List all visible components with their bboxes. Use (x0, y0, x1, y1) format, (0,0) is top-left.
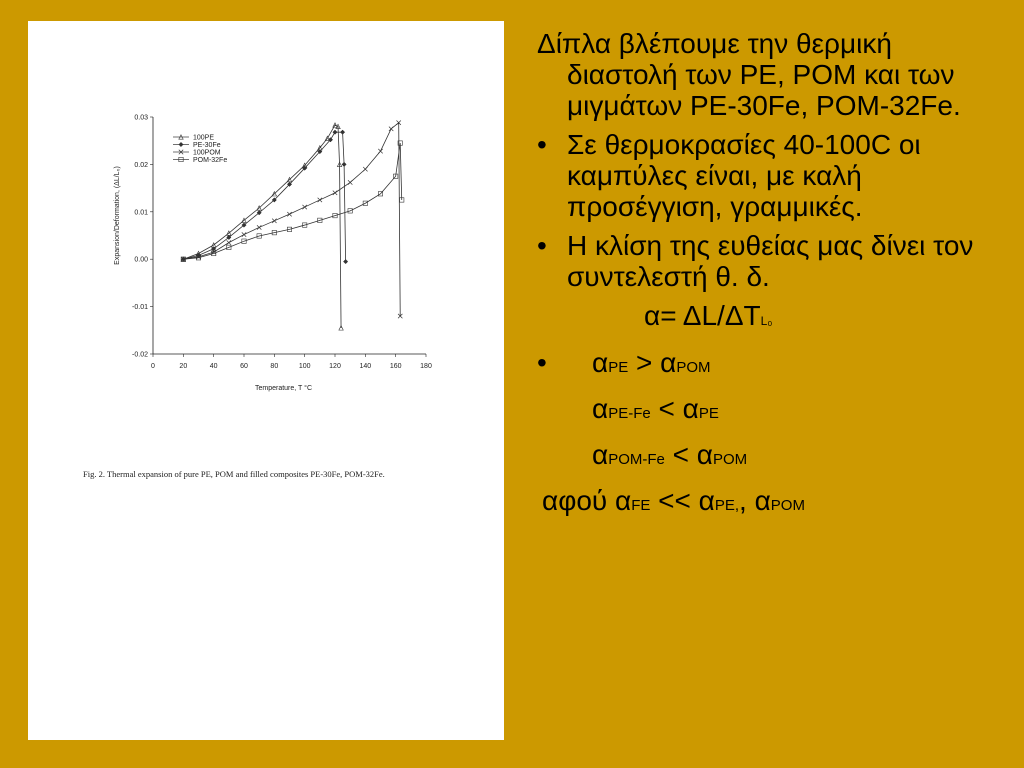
conclusion-sub-pom: POM (770, 497, 805, 514)
comparison-b-sub: POM (712, 451, 748, 468)
comparison-a: α (592, 439, 609, 470)
legend-label: POM-32Fe (193, 157, 228, 164)
comparison-pe-pom (537, 347, 977, 383)
conclusion-sep: , α (739, 485, 771, 516)
formula-subscript: L₀ (760, 314, 773, 328)
y-tick-label: 0.03 (134, 114, 148, 122)
data-point-100pom (257, 225, 261, 229)
data-point-100pom (242, 232, 246, 236)
x-tick-label: 40 (209, 363, 218, 370)
y-tick-label: 0.02 (134, 161, 148, 169)
x-tick-label: 160 (389, 363, 402, 370)
comparison-b: α (696, 439, 713, 470)
data-point-100pom (378, 149, 382, 153)
comparison-a-sub: PE (608, 359, 629, 376)
figure-panel (28, 21, 504, 740)
data-point-100pom (318, 198, 322, 202)
comparison-b: α (660, 347, 677, 378)
intro-paragraph: Δίπλα βλέπουμε την θερμική διαστολή των PE, POM και των μιγμάτων PE-30Fe, POM-32Fe. (537, 28, 961, 121)
data-point-pe-30fe (333, 130, 337, 134)
comparison-a: α (592, 393, 609, 424)
conclusion-prefix: αφού α (542, 485, 632, 516)
x-axis-title: Temperature, T °C (254, 385, 313, 392)
formula-main: α= ΔL/ΔT (644, 300, 761, 331)
formula-line (537, 300, 977, 337)
x-tick-label: 120 (329, 363, 341, 370)
y-tick-label: 0.01 (134, 209, 148, 217)
comparison-b-sub: POM (676, 359, 711, 376)
conclusion-line (537, 485, 977, 521)
data-point-100pom (302, 205, 306, 209)
data-point-pe-30fe (343, 259, 347, 263)
comparison-a-sub: POM-Fe (608, 451, 665, 468)
data-point-100pom (389, 127, 393, 131)
comparison-op: > (628, 347, 661, 378)
conclusion-sub-pe: PE, (714, 497, 740, 514)
legend-label: 100POM (193, 149, 221, 157)
comparison-a: α (592, 347, 609, 378)
x-tick-label: 80 (270, 363, 279, 370)
x-tick-label: 0 (151, 363, 155, 370)
y-tick-label: -0.02 (132, 351, 148, 359)
x-tick-label: 140 (359, 363, 372, 370)
y-tick-label: 0.00 (134, 256, 148, 264)
slide-text-column (537, 28, 977, 531)
conclusion-op: << α (650, 485, 715, 516)
comparison-a-sub: PE-Fe (608, 405, 651, 422)
conclusion-sub-fe: FE (631, 497, 651, 514)
bullet-marker: • (537, 129, 547, 160)
data-point-100pom (363, 167, 367, 171)
x-tick-label: 180 (420, 363, 432, 370)
thermal-expansion-chart (28, 21, 504, 481)
legend-label: PE-30Fe (193, 142, 221, 149)
bullet-text-slope: Η κλίση της ευθείας μας δίνει τον συντελεστή θ. δ. (567, 230, 974, 292)
bullet-text-linear: Σε θερμοκρασίες 40-100C οι καμπύλες είναι, με καλή προσέγγιση, γραμμικές. (567, 129, 921, 222)
bullet-marker: • (537, 347, 547, 378)
x-tick-label: 20 (179, 363, 188, 370)
comparison-b-sub: PE (698, 405, 719, 422)
y-tick-label: -0.01 (132, 304, 148, 312)
comparison-op: < (650, 393, 683, 424)
data-point-pe-30fe (340, 130, 344, 134)
data-point-100pom (287, 212, 291, 216)
comparison-b: α (682, 393, 699, 424)
comparison-op: < (664, 439, 697, 470)
bullet-item-slope (537, 230, 977, 292)
x-tick-label: 100 (298, 363, 311, 370)
x-tick-label: 60 (240, 363, 248, 370)
figure-caption: Fig. 2. Thermal expansion of pure PE, POM and filled composites PE-30Fe, POM-32Fe. (83, 469, 385, 479)
legend-marker (179, 142, 183, 146)
bullet-item-linear (537, 129, 977, 222)
y-axis-title: Expansion/Deformation, (ΔL/L₀) (114, 166, 121, 265)
bullet-marker: • (537, 230, 547, 261)
data-point-pe-30fe (342, 162, 346, 166)
data-point-100pom (333, 191, 337, 195)
comparison-pomfe-pom (537, 439, 977, 475)
data-point-100pom (348, 180, 352, 184)
comparison-pefe-pe (537, 393, 977, 429)
data-point-100pom (272, 219, 276, 223)
legend-label: 100PE (193, 134, 215, 142)
data-point-100pom (227, 240, 231, 244)
